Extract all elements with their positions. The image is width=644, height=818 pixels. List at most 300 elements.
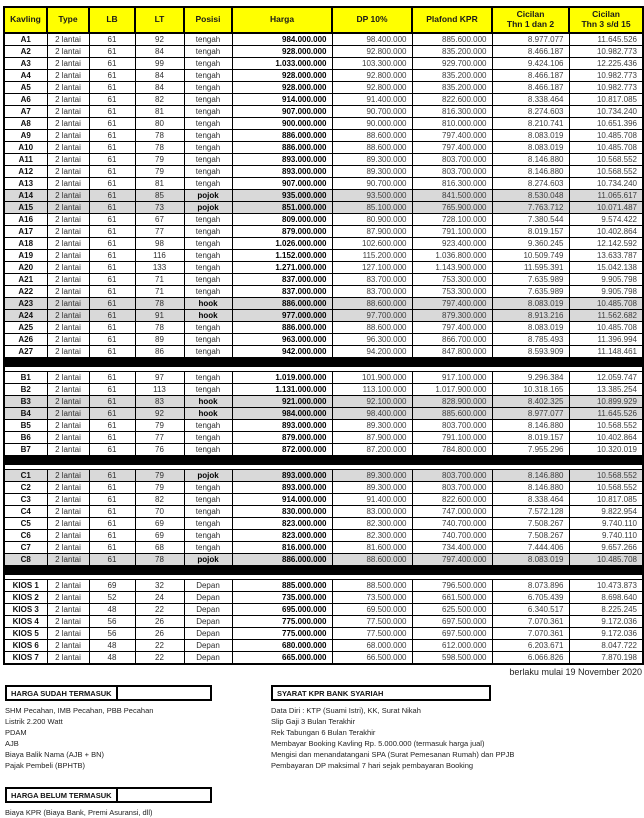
- cell-lb: 61: [89, 333, 135, 345]
- note-item: Pembayaran DP maksimal 7 hari sejak pembayaran Booking: [271, 760, 474, 770]
- cell-kavling: A5: [4, 81, 47, 93]
- cell-kavling: B5: [4, 419, 47, 431]
- cell-lt: 80: [135, 117, 184, 129]
- cell-posisi: tengah: [184, 273, 232, 285]
- table-row: [4, 321, 643, 333]
- cell-harga: 893.000.000: [232, 153, 332, 165]
- cell-dp-10: 113.100.000: [332, 383, 412, 395]
- cell-dp-10: 92.100.000: [332, 395, 412, 407]
- cell-dp-10: 89.300.000: [332, 419, 412, 431]
- cell-harga: 886.000.000: [232, 129, 332, 141]
- cell-kavling: A23: [4, 297, 47, 309]
- cell-harga: 823.000.000: [232, 529, 332, 541]
- cell-cicilan-thn-3-15: 15.042.138: [569, 261, 643, 273]
- cell-cicilan-thn-3-15: 10.402.864: [569, 225, 643, 237]
- header-cicilan-thn-1-2: Cicilan Thn 1 dan 2: [492, 7, 569, 33]
- cell-dp-10: 82.300.000: [332, 529, 412, 541]
- cell-harga: 809.000.000: [232, 213, 332, 225]
- cell-type: 2 lantai: [47, 615, 89, 627]
- cell-lb: 61: [89, 493, 135, 505]
- cell-dp-10: 90.000.000: [332, 117, 412, 129]
- cell-kavling: C6: [4, 529, 47, 541]
- cell-posisi: Depan: [184, 639, 232, 651]
- cell-cicilan-thn-1-2: 8.019.157: [492, 225, 569, 237]
- cell-plafond-kpr: 797.400.000: [412, 297, 492, 309]
- cell-dp-10: 96.300.000: [332, 333, 412, 345]
- cell-harga: 851.000.000: [232, 201, 332, 213]
- note-item: Membayar Booking Kavling Rp. 5.000.000 (termasuk harga jual): [271, 738, 485, 748]
- cell-lt: 78: [135, 553, 184, 565]
- cell-lb: 61: [89, 443, 135, 455]
- kpr-requirements-column: [271, 685, 515, 818]
- cell-lb: 61: [89, 189, 135, 201]
- cell-lb: 61: [89, 407, 135, 419]
- cell-plafond-kpr: 1.036.800.000: [412, 249, 492, 261]
- cell-harga: 1.271.000.000: [232, 261, 332, 273]
- table-row: [4, 117, 643, 129]
- cell-cicilan-thn-3-15: 11.396.994: [569, 333, 643, 345]
- cell-posisi: pojok: [184, 201, 232, 213]
- cell-plafond-kpr: 728.100.000: [412, 213, 492, 225]
- table-row: [4, 345, 643, 357]
- cell-cicilan-thn-1-2: 8.083.019: [492, 297, 569, 309]
- syarat-header: SYARAT KPR BANK SYARIAH: [271, 685, 491, 701]
- cell-harga: 907.000.000: [232, 105, 332, 117]
- cell-cicilan-thn-3-15: 8.047.722: [569, 639, 643, 651]
- cell-lt: 24: [135, 591, 184, 603]
- cell-plafond-kpr: 697.500.000: [412, 615, 492, 627]
- cell-plafond-kpr: 1.143.900.000: [412, 261, 492, 273]
- table-row: [4, 419, 643, 431]
- cell-lb: 61: [89, 117, 135, 129]
- cell-dp-10: 101.900.000: [332, 371, 412, 383]
- cell-dp-10: 92.800.000: [332, 69, 412, 81]
- cell-plafond-kpr: 828.900.000: [412, 395, 492, 407]
- cell-lb: 61: [89, 285, 135, 297]
- cell-plafond-kpr: 929.700.000: [412, 57, 492, 69]
- cell-kavling: A6: [4, 93, 47, 105]
- cell-kavling: A21: [4, 273, 47, 285]
- cell-kavling: B4: [4, 407, 47, 419]
- cell-posisi: tengah: [184, 333, 232, 345]
- cell-cicilan-thn-1-2: 8.338.464: [492, 93, 569, 105]
- cell-harga: 977.000.000: [232, 309, 332, 321]
- cell-type: 2 lantai: [47, 603, 89, 615]
- cell-cicilan-thn-3-15: 9.574.422: [569, 213, 643, 225]
- cell-cicilan-thn-3-15: 13.633.787: [569, 249, 643, 261]
- table-row: [4, 201, 643, 213]
- cell-cicilan-thn-3-15: 9.905.798: [569, 273, 643, 285]
- cell-plafond-kpr: 816.300.000: [412, 177, 492, 189]
- cell-plafond-kpr: 697.500.000: [412, 627, 492, 639]
- cell-type: 2 lantai: [47, 273, 89, 285]
- excluded-list: [5, 807, 255, 818]
- cell-dp-10: 85.100.000: [332, 201, 412, 213]
- cell-kavling: A26: [4, 333, 47, 345]
- table-row: [4, 333, 643, 345]
- cell-lb: 61: [89, 213, 135, 225]
- cell-dp-10: 92.800.000: [332, 81, 412, 93]
- cell-lt: 84: [135, 81, 184, 93]
- cell-lb: 61: [89, 541, 135, 553]
- cell-lt: 78: [135, 321, 184, 333]
- table-row: [4, 505, 643, 517]
- cell-harga: 886.000.000: [232, 141, 332, 153]
- cell-posisi: tengah: [184, 285, 232, 297]
- cell-plafond-kpr: 797.400.000: [412, 553, 492, 565]
- cell-lt: 68: [135, 541, 184, 553]
- cell-harga: 893.000.000: [232, 481, 332, 493]
- table-row: [4, 249, 643, 261]
- cell-type: 2 lantai: [47, 529, 89, 541]
- cell-harga: 823.000.000: [232, 517, 332, 529]
- note-item: Biaya Balik Nama (AJB + BN): [5, 749, 104, 759]
- cell-lt: 67: [135, 213, 184, 225]
- cell-type: 2 lantai: [47, 297, 89, 309]
- cell-lt: 76: [135, 443, 184, 455]
- cell-cicilan-thn-1-2: 10.509.749: [492, 249, 569, 261]
- table-row: [4, 213, 643, 225]
- cell-type: 2 lantai: [47, 333, 89, 345]
- cell-cicilan-thn-1-2: 8.210.741: [492, 117, 569, 129]
- cell-lt: 84: [135, 45, 184, 57]
- excluded-header-row: [5, 787, 255, 803]
- cell-dp-10: 98.400.000: [332, 407, 412, 419]
- cell-posisi: tengah: [184, 493, 232, 505]
- table-row: [4, 431, 643, 443]
- cell-cicilan-thn-3-15: 9.657.266: [569, 541, 643, 553]
- cell-cicilan-thn-1-2: 8.466.187: [492, 69, 569, 81]
- cell-harga: 984.000.000: [232, 407, 332, 419]
- cell-lt: 22: [135, 639, 184, 651]
- cell-lb: 48: [89, 603, 135, 615]
- cell-cicilan-thn-1-2: 8.083.019: [492, 321, 569, 333]
- cell-harga: 893.000.000: [232, 469, 332, 481]
- cell-plafond-kpr: 803.700.000: [412, 419, 492, 431]
- table-row: [4, 443, 643, 455]
- cell-dp-10: 87.900.000: [332, 431, 412, 443]
- cell-harga: 942.000.000: [232, 345, 332, 357]
- table-row: [4, 371, 643, 383]
- cell-plafond-kpr: 1.017.900.000: [412, 383, 492, 395]
- cell-plafond-kpr: 835.200.000: [412, 45, 492, 57]
- cell-lt: 79: [135, 469, 184, 481]
- cell-lb: 61: [89, 249, 135, 261]
- cell-cicilan-thn-3-15: 10.568.552: [569, 419, 643, 431]
- cell-posisi: tengah: [184, 141, 232, 153]
- table-row: [4, 651, 643, 664]
- cell-plafond-kpr: 841.500.000: [412, 189, 492, 201]
- cell-cicilan-thn-3-15: 13.385.254: [569, 383, 643, 395]
- cell-kavling: KIOS 7: [4, 651, 47, 664]
- cell-plafond-kpr: 835.200.000: [412, 81, 492, 93]
- cell-lb: 61: [89, 261, 135, 273]
- cell-cicilan-thn-1-2: 10.318.165: [492, 383, 569, 395]
- cell-posisi: hook: [184, 309, 232, 321]
- cell-posisi: tengah: [184, 541, 232, 553]
- price-notes-column: [5, 685, 255, 818]
- cell-dp-10: 91.400.000: [332, 493, 412, 505]
- cell-dp-10: 73.500.000: [332, 591, 412, 603]
- cell-harga: 872.000.000: [232, 443, 332, 455]
- cell-lt: 73: [135, 201, 184, 213]
- note-item: PDAM: [5, 727, 27, 737]
- table-row: [4, 395, 643, 407]
- cell-kavling: A3: [4, 57, 47, 69]
- cell-cicilan-thn-3-15: 10.568.552: [569, 153, 643, 165]
- cell-lb: 61: [89, 153, 135, 165]
- cell-dp-10: 97.700.000: [332, 309, 412, 321]
- cell-kavling: KIOS 3: [4, 603, 47, 615]
- cell-posisi: tengah: [184, 177, 232, 189]
- cell-harga: 928.000.000: [232, 81, 332, 93]
- cell-cicilan-thn-1-2: 7.070.361: [492, 627, 569, 639]
- cell-posisi: tengah: [184, 345, 232, 357]
- cell-cicilan-thn-1-2: 8.530.048: [492, 189, 569, 201]
- header-harga: Harga: [232, 7, 332, 33]
- cell-dp-10: 115.200.000: [332, 249, 412, 261]
- cell-cicilan-thn-3-15: 10.899.929: [569, 395, 643, 407]
- effective-date-note: berlaku mulai 19 November 2020: [509, 666, 642, 677]
- cell-dp-10: 90.700.000: [332, 177, 412, 189]
- note-item: Slip Gaji 3 Bulan Terakhir: [271, 716, 356, 726]
- cell-lt: 133: [135, 261, 184, 273]
- cell-type: 2 lantai: [47, 419, 89, 431]
- cell-cicilan-thn-3-15: 9.172.036: [569, 627, 643, 639]
- cell-lb: 48: [89, 651, 135, 664]
- cell-kavling: C2: [4, 481, 47, 493]
- cell-harga: 830.000.000: [232, 505, 332, 517]
- cell-dp-10: 93.500.000: [332, 189, 412, 201]
- cell-type: 2 lantai: [47, 541, 89, 553]
- cell-lb: 61: [89, 505, 135, 517]
- cell-lt: 71: [135, 285, 184, 297]
- cell-posisi: tengah: [184, 261, 232, 273]
- cell-lt: 26: [135, 615, 184, 627]
- cell-posisi: tengah: [184, 225, 232, 237]
- cell-cicilan-thn-3-15: 9.172.036: [569, 615, 643, 627]
- cell-dp-10: 77.500.000: [332, 627, 412, 639]
- cell-harga: 1.152.000.000: [232, 249, 332, 261]
- cell-harga: 885.000.000: [232, 579, 332, 591]
- cell-lb: 61: [89, 481, 135, 493]
- cell-harga: 935.000.000: [232, 189, 332, 201]
- cell-type: 2 lantai: [47, 371, 89, 383]
- cell-lb: 61: [89, 431, 135, 443]
- cell-dp-10: 69.500.000: [332, 603, 412, 615]
- cell-cicilan-thn-1-2: 7.635.989: [492, 273, 569, 285]
- cell-cicilan-thn-1-2: 6.705.439: [492, 591, 569, 603]
- excluded-blank-box: [118, 787, 212, 803]
- header-cicilan-thn-3-15: Cicilan Thn 3 s/d 15: [569, 7, 643, 33]
- table-row: [4, 407, 643, 419]
- table-row: [4, 469, 643, 481]
- table-row: [4, 553, 643, 565]
- cell-plafond-kpr: 753.300.000: [412, 273, 492, 285]
- cell-cicilan-thn-1-2: 8.913.216: [492, 309, 569, 321]
- cell-lt: 77: [135, 431, 184, 443]
- cell-type: 2 lantai: [47, 129, 89, 141]
- cell-harga: 1.026.000.000: [232, 237, 332, 249]
- cell-lt: 97: [135, 371, 184, 383]
- cell-kavling: A9: [4, 129, 47, 141]
- cell-lt: 70: [135, 505, 184, 517]
- cell-harga: 928.000.000: [232, 69, 332, 81]
- cell-type: 2 lantai: [47, 225, 89, 237]
- cell-harga: 735.000.000: [232, 591, 332, 603]
- table-row: [4, 309, 643, 321]
- table-row: [4, 591, 643, 603]
- cell-cicilan-thn-3-15: 8.225.245: [569, 603, 643, 615]
- cell-cicilan-thn-1-2: 7.508.267: [492, 517, 569, 529]
- cell-type: 2 lantai: [47, 505, 89, 517]
- cell-cicilan-thn-3-15: 10.982.773: [569, 81, 643, 93]
- cell-harga: 893.000.000: [232, 165, 332, 177]
- cell-type: 2 lantai: [47, 93, 89, 105]
- cell-dp-10: 88.600.000: [332, 321, 412, 333]
- cell-kavling: A14: [4, 189, 47, 201]
- cell-dp-10: 87.200.000: [332, 443, 412, 455]
- cell-cicilan-thn-3-15: 7.870.198: [569, 651, 643, 664]
- cell-cicilan-thn-3-15: 10.734.240: [569, 177, 643, 189]
- cell-cicilan-thn-3-15: 10.485.708: [569, 553, 643, 565]
- cell-cicilan-thn-3-15: 10.402.864: [569, 431, 643, 443]
- header-lt: LT: [135, 7, 184, 33]
- table-row: [4, 81, 643, 93]
- cell-lt: 92: [135, 407, 184, 419]
- cell-dp-10: 88.600.000: [332, 129, 412, 141]
- cell-plafond-kpr: 847.800.000: [412, 345, 492, 357]
- cell-lb: 61: [89, 93, 135, 105]
- cell-posisi: tengah: [184, 105, 232, 117]
- cell-cicilan-thn-3-15: 10.485.708: [569, 129, 643, 141]
- cell-cicilan-thn-1-2: 7.572.128: [492, 505, 569, 517]
- cell-cicilan-thn-1-2: 11.595.391: [492, 261, 569, 273]
- cell-kavling: B2: [4, 383, 47, 395]
- cell-plafond-kpr: 797.400.000: [412, 129, 492, 141]
- cell-plafond-kpr: 753.300.000: [412, 285, 492, 297]
- cell-cicilan-thn-1-2: 8.146.880: [492, 469, 569, 481]
- cell-posisi: Depan: [184, 603, 232, 615]
- table-row: [4, 261, 643, 273]
- cell-kavling: A22: [4, 285, 47, 297]
- table-row: [4, 529, 643, 541]
- cell-kavling: A13: [4, 177, 47, 189]
- cell-type: 2 lantai: [47, 443, 89, 455]
- cell-lt: 85: [135, 189, 184, 201]
- cell-harga: 914.000.000: [232, 93, 332, 105]
- cell-cicilan-thn-1-2: 8.146.880: [492, 419, 569, 431]
- cell-cicilan-thn-3-15: 10.568.552: [569, 165, 643, 177]
- cell-kavling: A27: [4, 345, 47, 357]
- cell-dp-10: 66.500.000: [332, 651, 412, 664]
- cell-posisi: Depan: [184, 651, 232, 664]
- cell-kavling: B1: [4, 371, 47, 383]
- cell-type: 2 lantai: [47, 469, 89, 481]
- cell-type: 2 lantai: [47, 321, 89, 333]
- cell-harga: 1.019.000.000: [232, 371, 332, 383]
- cell-plafond-kpr: 791.100.000: [412, 225, 492, 237]
- cell-harga: 907.000.000: [232, 177, 332, 189]
- cell-cicilan-thn-1-2: 7.070.361: [492, 615, 569, 627]
- cell-plafond-kpr: 740.700.000: [412, 517, 492, 529]
- cell-lb: 61: [89, 309, 135, 321]
- cell-plafond-kpr: 625.500.000: [412, 603, 492, 615]
- cell-plafond-kpr: 797.400.000: [412, 141, 492, 153]
- cell-plafond-kpr: 803.700.000: [412, 153, 492, 165]
- table-row: [4, 493, 643, 505]
- cell-kavling: A2: [4, 45, 47, 57]
- cell-plafond-kpr: 822.600.000: [412, 493, 492, 505]
- table-row: [4, 153, 643, 165]
- cell-cicilan-thn-1-2: 8.338.464: [492, 493, 569, 505]
- cell-harga: 695.000.000: [232, 603, 332, 615]
- cell-lt: 113: [135, 383, 184, 395]
- cell-kavling: A16: [4, 213, 47, 225]
- cell-dp-10: 90.700.000: [332, 105, 412, 117]
- table-row: [4, 603, 643, 615]
- cell-lt: 79: [135, 153, 184, 165]
- cell-plafond-kpr: 810.000.000: [412, 117, 492, 129]
- cell-cicilan-thn-1-2: 8.466.187: [492, 81, 569, 93]
- cell-lt: 99: [135, 57, 184, 69]
- cell-lt: 78: [135, 297, 184, 309]
- cell-dp-10: 83.700.000: [332, 273, 412, 285]
- header-posisi: Posisi: [184, 7, 232, 33]
- cell-lt: 116: [135, 249, 184, 261]
- cell-cicilan-thn-3-15: 9.905.798: [569, 285, 643, 297]
- cell-dp-10: 87.900.000: [332, 225, 412, 237]
- table-row: [4, 93, 643, 105]
- header-kavling: Kavling: [4, 7, 47, 33]
- cell-type: 2 lantai: [47, 309, 89, 321]
- cell-type: 2 lantai: [47, 165, 89, 177]
- cell-lb: 61: [89, 517, 135, 529]
- cell-harga: 893.000.000: [232, 419, 332, 431]
- cell-cicilan-thn-3-15: 8.698.640: [569, 591, 643, 603]
- cell-cicilan-thn-3-15: 10.485.708: [569, 141, 643, 153]
- cell-plafond-kpr: 822.600.000: [412, 93, 492, 105]
- cell-plafond-kpr: 791.100.000: [412, 431, 492, 443]
- cell-cicilan-thn-3-15: 9.740.110: [569, 529, 643, 541]
- cell-type: 2 lantai: [47, 249, 89, 261]
- cell-cicilan-thn-1-2: 8.083.019: [492, 553, 569, 565]
- cell-cicilan-thn-1-2: 6.066.826: [492, 651, 569, 664]
- table-row: [4, 105, 643, 117]
- cell-lb: 56: [89, 627, 135, 639]
- cell-lt: 69: [135, 517, 184, 529]
- cell-cicilan-thn-3-15: 10.817.085: [569, 493, 643, 505]
- cell-plafond-kpr: 740.700.000: [412, 529, 492, 541]
- table-row: [4, 639, 643, 651]
- cell-type: 2 lantai: [47, 69, 89, 81]
- cell-lt: 83: [135, 395, 184, 407]
- cell-cicilan-thn-1-2: 9.424.106: [492, 57, 569, 69]
- cell-dp-10: 77.500.000: [332, 615, 412, 627]
- cell-plafond-kpr: 816.300.000: [412, 105, 492, 117]
- cell-cicilan-thn-1-2: 6.340.517: [492, 603, 569, 615]
- cell-posisi: tengah: [184, 213, 232, 225]
- cell-cicilan-thn-1-2: 8.146.880: [492, 165, 569, 177]
- cell-cicilan-thn-1-2: 8.019.157: [492, 431, 569, 443]
- cell-posisi: tengah: [184, 81, 232, 93]
- cell-kavling: C7: [4, 541, 47, 553]
- cell-plafond-kpr: 747.000.000: [412, 505, 492, 517]
- cell-type: 2 lantai: [47, 383, 89, 395]
- cell-plafond-kpr: 923.400.000: [412, 237, 492, 249]
- cell-type: 2 lantai: [47, 481, 89, 493]
- cell-kavling: KIOS 2: [4, 591, 47, 603]
